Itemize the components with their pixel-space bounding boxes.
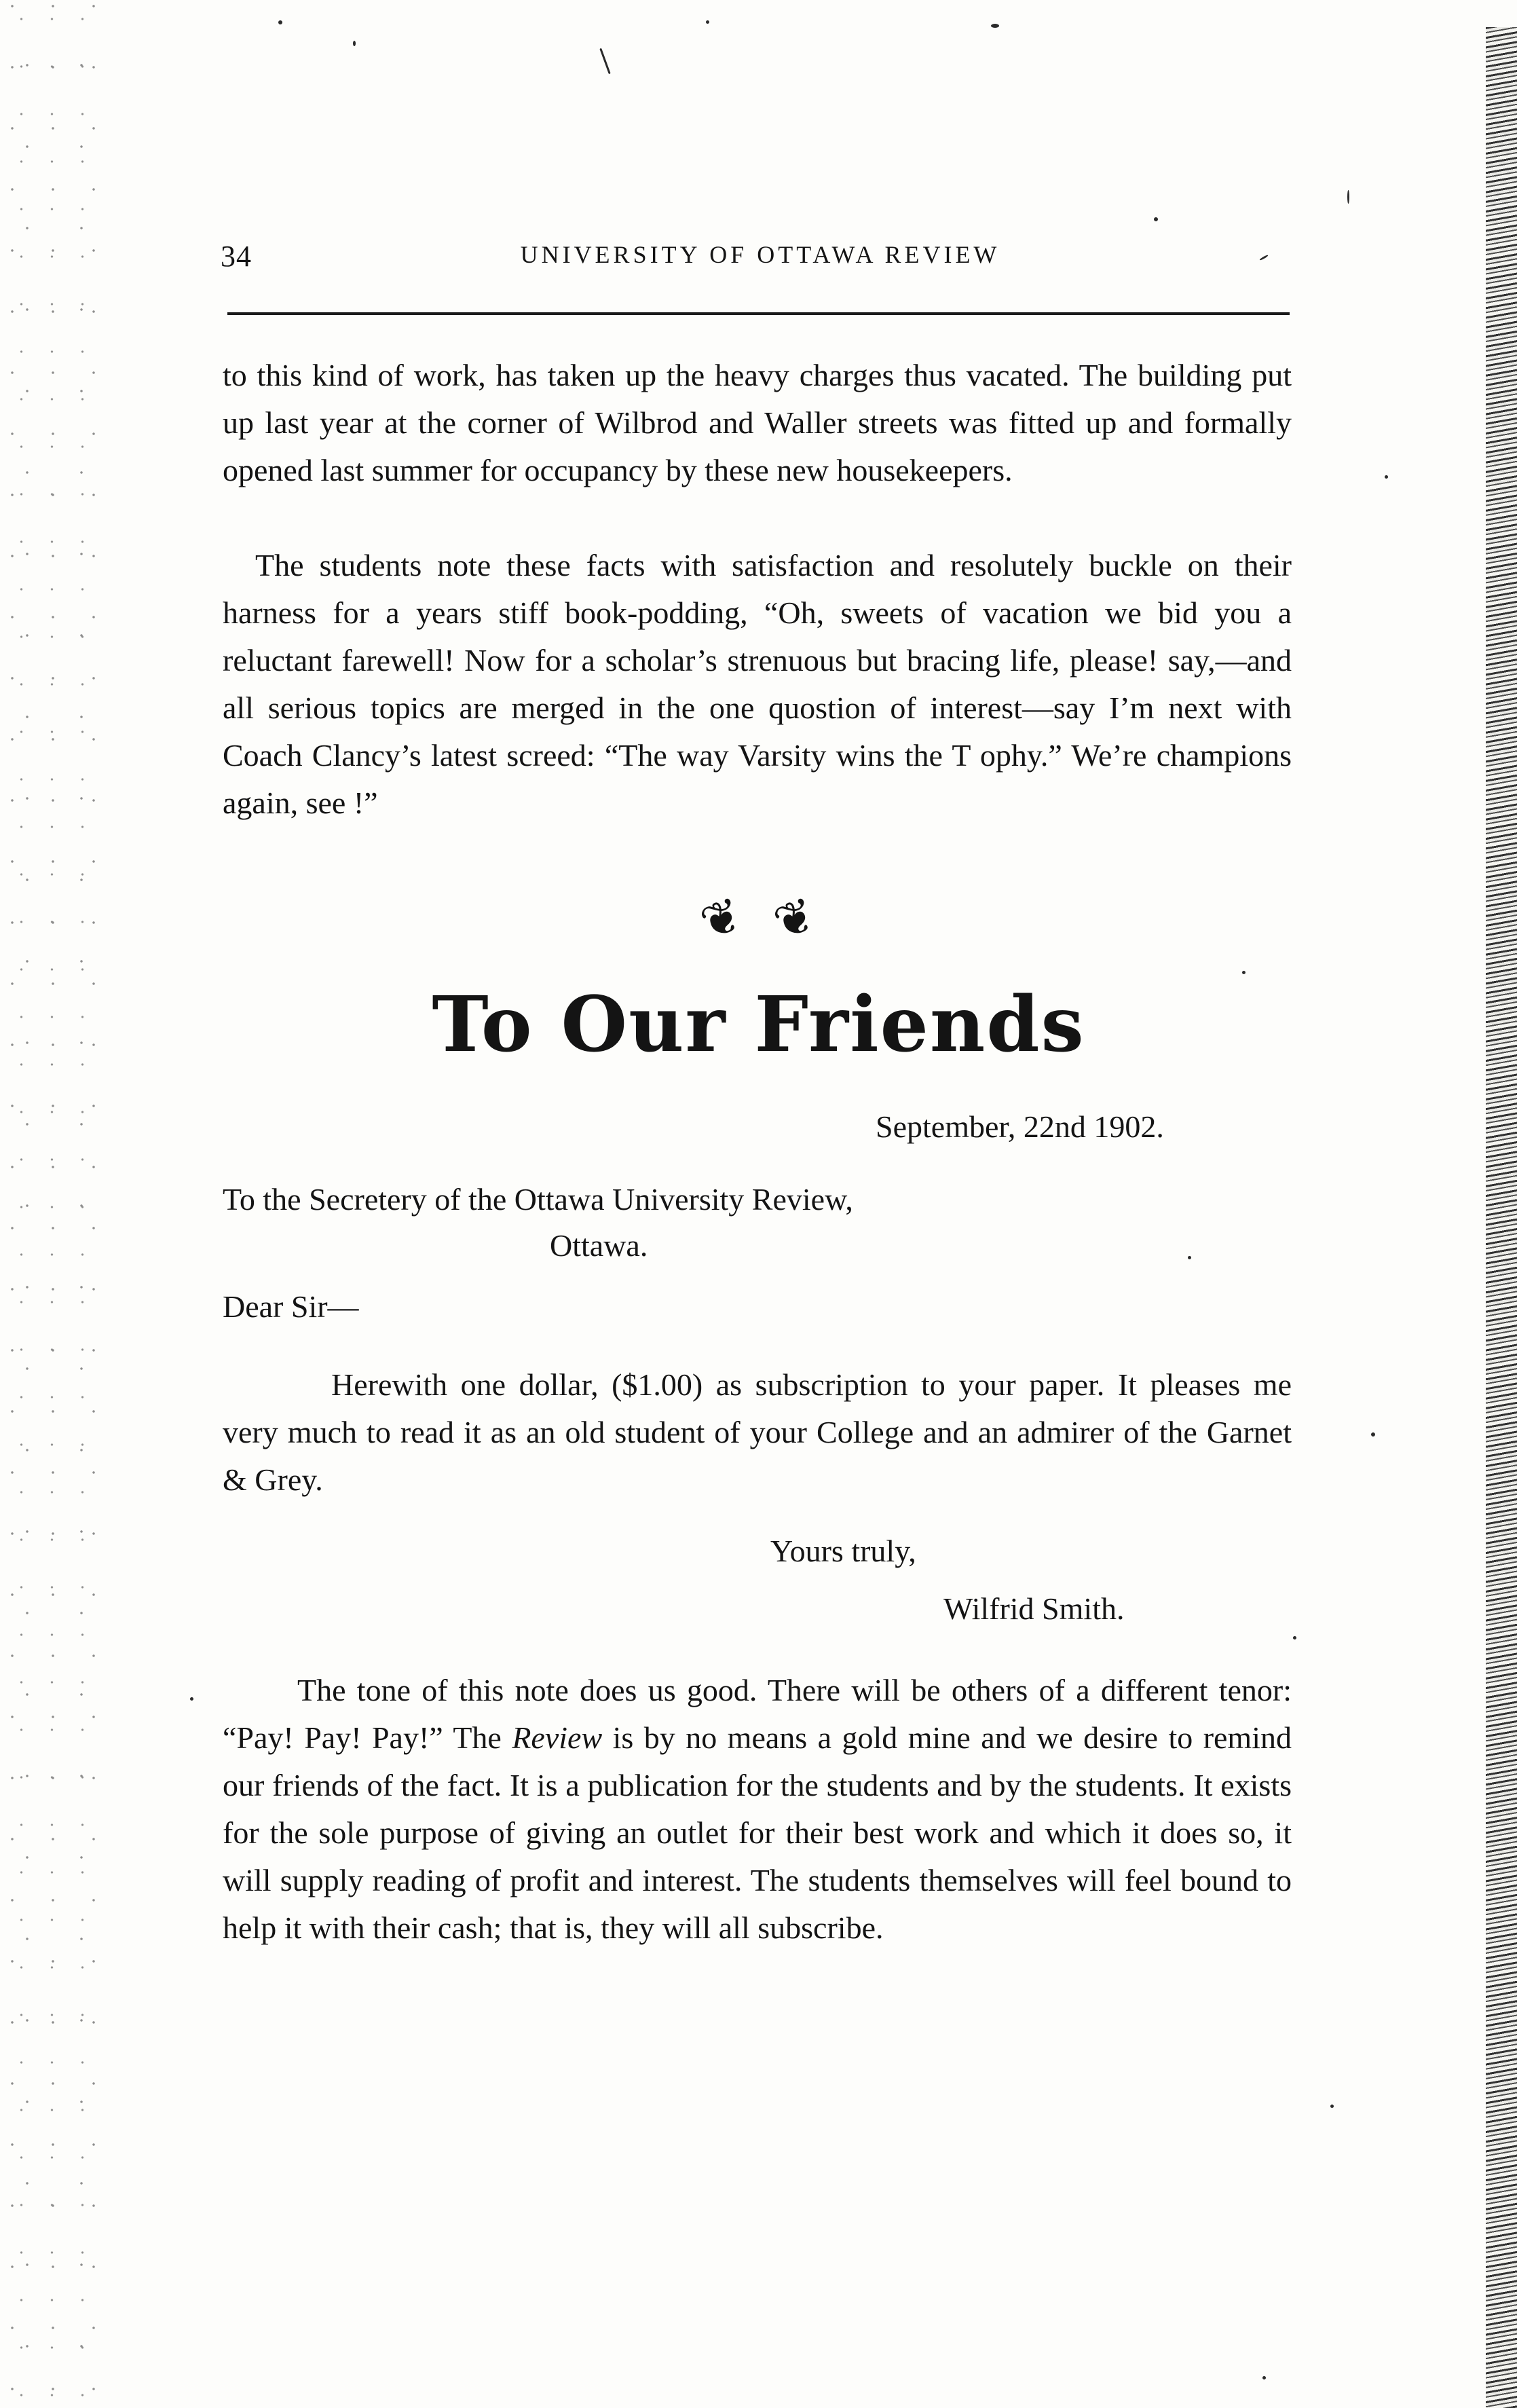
article-paragraph: to this kind of work, has taken up the heavy charges thus vacated. The building put up last year at the corner of Wilbrod and Waller streets was fitted up and formally opened last summer for occupancy by these new housekeepers. (223, 358, 1292, 487)
scan-speck (353, 41, 356, 46)
editorial-comment (223, 1667, 1292, 1952)
running-head: UNIVERSITY OF OTTAWA REVIEW (520, 241, 1000, 268)
leaf-ornament-icon: ❦ (694, 888, 749, 951)
letter-addressee: To the Secretery of the Ottawa University Review, (223, 1182, 853, 1217)
article-paragraph: The students note these facts with satisfaction and resolutely buckle on their harness for a years stiff book-podding, “Oh, sweets of vacation we bid you a reluctant farewell! Now for a scholar’s strenuous but bracing life, please! say,—and all serious topics are merged in the one quostion of interest—say I’m next with Coach Clancy’s latest screed: “The way Varsity wins the T ophy.” We’re champions again, see !” (223, 548, 1292, 820)
letter-signature: Wilfrid Smith. (943, 1591, 1125, 1626)
scan-speck (1154, 217, 1158, 221)
letter-date: September, 22nd 1902. (876, 1109, 1164, 1144)
header-rule (227, 312, 1290, 315)
scan-speck (991, 24, 999, 28)
scan-speck (1371, 1432, 1375, 1437)
scan-speck (190, 1697, 193, 1701)
scan-speck (1293, 1636, 1296, 1640)
scan-speck (1262, 2376, 1266, 2379)
scan-speck (1385, 475, 1388, 479)
scan-speck (1242, 971, 1246, 974)
page-number: 34 (221, 240, 252, 273)
review-title-italic: Review (512, 1720, 603, 1755)
scan-edge-strip (1486, 27, 1517, 2408)
comment-text: The tone of this note does us good. There will be others of a different tenor: “Pay! Pay! Pay!” The (223, 1673, 1292, 1755)
letter-body: Herewith one dollar, ($1.00) as subscription to your paper. It pleases me very much to read it as an old student of your College and an admirer of the Garnet & Grey. (223, 1367, 1292, 1497)
section-ornament (0, 888, 1517, 951)
scan-speck (1188, 1256, 1191, 1259)
letter-city: Ottawa. (550, 1228, 648, 1263)
section-title: To Our Friends (432, 980, 1085, 1069)
scan-speck (706, 20, 709, 24)
scan-speck (1347, 190, 1349, 204)
scan-speck (1330, 2105, 1334, 2108)
page-header (221, 231, 1300, 285)
scan-noise-left-margin (0, 0, 102, 2408)
letter-closing: Yours truly, (770, 1534, 916, 1568)
leaf-ornament-icon: ❦ (767, 888, 823, 951)
scan-speck (278, 20, 282, 24)
letter-salutation: Dear Sir— (223, 1289, 359, 1324)
comment-text: is by no means a gold mine and we desire to remind our friends of the fact. It is a publication for the students and by the students. It exists for the sole purpose of giving an outlet for their best work and which it does so, it will supply reading of profit and interest. The students themselves will feel bound to help it with their cash; that is, they will all subscribe. (223, 1720, 1292, 1945)
scan-speck (599, 48, 610, 75)
